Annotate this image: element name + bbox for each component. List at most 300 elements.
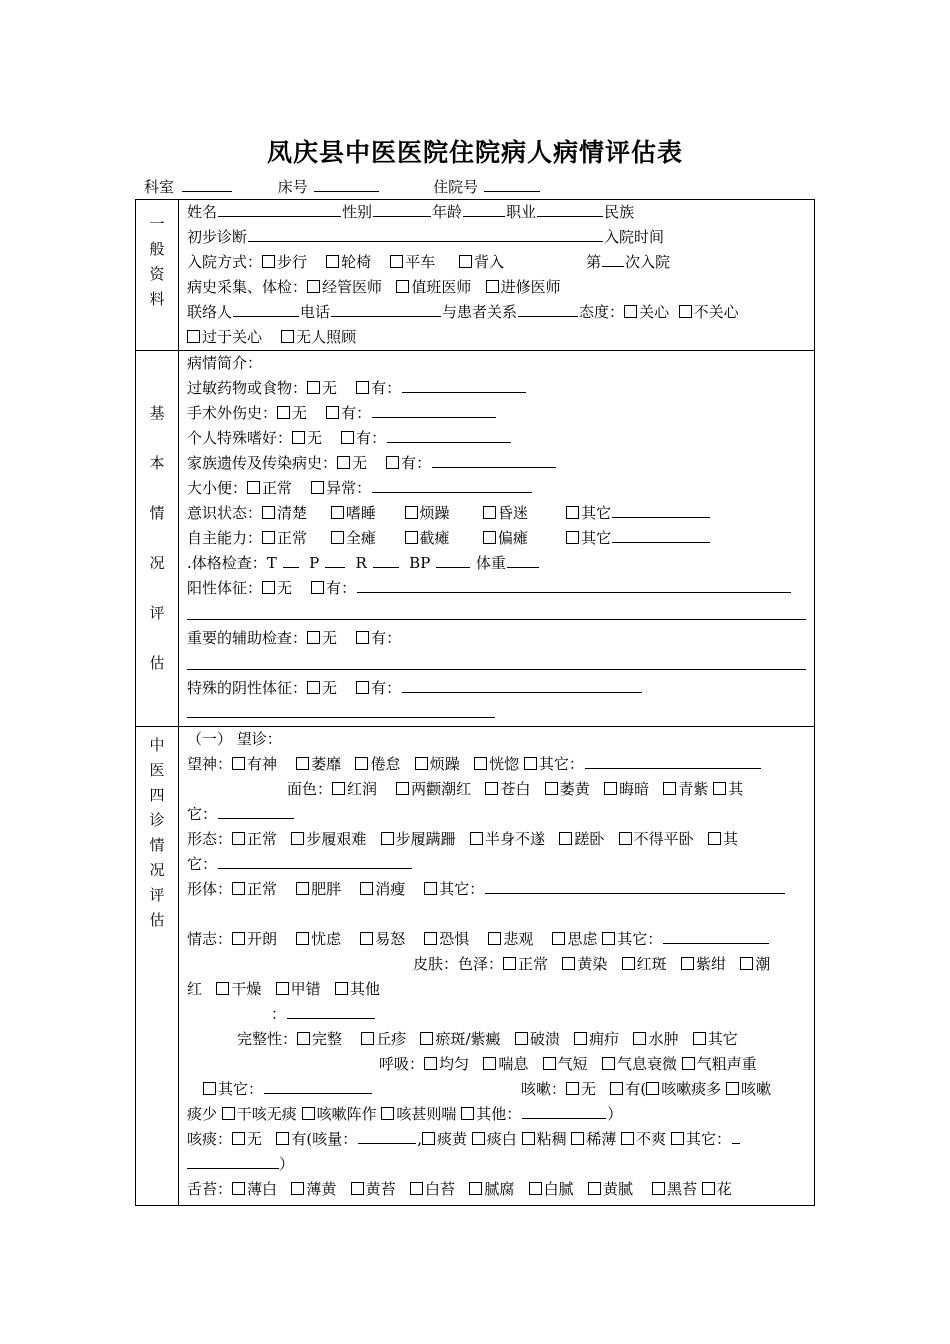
checkbox[interactable]: [222, 1107, 235, 1120]
label-char: 估: [149, 654, 165, 672]
spirit-other-field[interactable]: [585, 752, 761, 769]
checkbox[interactable]: [566, 531, 579, 544]
option-label: 有：: [326, 579, 357, 597]
option-label: 无: [292, 404, 308, 422]
checkbox[interactable]: [386, 456, 399, 469]
option-label: 经管医师: [322, 278, 383, 296]
option-label: 痰少: [187, 1105, 218, 1123]
option-label: 异常：: [326, 479, 372, 497]
job-label: 职业: [506, 203, 537, 221]
dept-field[interactable]: [182, 177, 232, 192]
checkbox[interactable]: [543, 1057, 556, 1070]
positive-signs-row: [187, 576, 806, 601]
checkbox[interactable]: [483, 506, 496, 519]
checkbox[interactable]: [552, 932, 565, 945]
resp-field[interactable]: [373, 551, 399, 568]
checkbox[interactable]: [470, 832, 483, 845]
checkbox[interactable]: [203, 1082, 216, 1095]
option-label: 截瘫: [419, 529, 450, 547]
checkbox[interactable]: [671, 1132, 684, 1145]
body-shape-other-field[interactable]: [485, 877, 785, 894]
option-label: 白腻: [543, 1180, 574, 1198]
checkbox[interactable]: [461, 1107, 474, 1120]
checkbox[interactable]: [619, 832, 632, 845]
option-label: 潮: [755, 955, 771, 973]
option-label: 昏迷: [497, 504, 528, 522]
option-label: 痰白: [486, 1130, 517, 1148]
checkbox[interactable]: [296, 882, 309, 895]
temp-field[interactable]: [283, 551, 299, 568]
surgery-field[interactable]: [372, 401, 496, 418]
job-field[interactable]: [537, 200, 603, 217]
option-label: 黄染: [577, 955, 608, 973]
checkbox[interactable]: [559, 832, 572, 845]
checkbox[interactable]: [351, 1182, 364, 1195]
option-label: 无: [322, 679, 338, 697]
sputum-other-field[interactable]: [732, 1127, 740, 1144]
checkbox[interactable]: [524, 757, 537, 770]
section-basic: [136, 351, 815, 727]
sputum-other-field-cont[interactable]: [187, 1152, 279, 1169]
option-label: 无: [322, 629, 338, 647]
checkbox[interactable]: [621, 1132, 634, 1145]
self-care-label: 自主能力：: [187, 529, 263, 547]
checkbox[interactable]: [232, 832, 245, 845]
excretion-row: [187, 476, 806, 501]
option-label: 苍白: [500, 780, 531, 798]
checkbox[interactable]: [296, 757, 309, 770]
contact-label: 联络人: [187, 303, 233, 321]
age-label: 年龄: [432, 203, 463, 221]
option-label: 烦躁: [429, 755, 460, 773]
family-label: 家族遗传及传染病史：: [187, 454, 338, 472]
checkbox[interactable]: [307, 681, 320, 694]
checkbox[interactable]: [381, 1107, 394, 1120]
positive-signs-field[interactable]: [357, 576, 791, 593]
checkbox[interactable]: [356, 681, 369, 694]
option-label: 甲错: [290, 980, 321, 998]
self-care-row: [187, 526, 806, 551]
option-label: 进修医师: [500, 278, 561, 296]
contact-field[interactable]: [233, 300, 299, 317]
skin-label: 皮肤：色泽：: [413, 955, 504, 973]
checkbox[interactable]: [232, 1182, 245, 1195]
checkbox[interactable]: [622, 957, 635, 970]
skin-other-row: [187, 1002, 806, 1027]
admission-mode-label: 入院方式：: [187, 253, 263, 271]
checkbox[interactable]: [624, 305, 637, 318]
checkbox[interactable]: [281, 330, 294, 343]
sputum-amount-field[interactable]: [358, 1127, 416, 1144]
option-label: 黑苔: [667, 1180, 698, 1198]
option-label: 气息衰微: [617, 1055, 678, 1073]
label-char: 资: [149, 265, 165, 283]
option-label: 咳嗽: [741, 1080, 772, 1098]
spacer: [187, 902, 806, 927]
option-label: 红斑: [636, 955, 667, 973]
checkbox[interactable]: [485, 782, 498, 795]
option-label: 无人照顾: [296, 328, 357, 346]
checkbox[interactable]: [545, 782, 558, 795]
option-label: 无: [277, 579, 293, 597]
checkbox[interactable]: [415, 757, 428, 770]
checkbox[interactable]: [488, 932, 501, 945]
option-label: 平车: [405, 253, 436, 271]
checkbox[interactable]: [390, 255, 403, 268]
history-collector-row: [187, 275, 806, 300]
skin-other-field[interactable]: [287, 1002, 375, 1019]
checkbox[interactable]: [276, 1132, 289, 1145]
label-char: 基: [149, 404, 165, 422]
checkbox[interactable]: [277, 406, 290, 419]
checkbox[interactable]: [562, 957, 575, 970]
checkbox[interactable]: [708, 832, 721, 845]
option-label: 思虑: [567, 930, 598, 948]
checkbox[interactable]: [405, 531, 418, 544]
label-char: 评: [149, 604, 165, 622]
integrity-row: [187, 1027, 806, 1052]
negative-signs-row: [187, 676, 806, 701]
label-char: 估: [149, 911, 165, 929]
option-label: 其它：: [439, 880, 485, 898]
resp-label: R: [355, 554, 367, 572]
checkbox[interactable]: [291, 1182, 304, 1195]
posture-label: 形态：: [187, 830, 233, 848]
option-label: 恐惧: [439, 930, 470, 948]
checkbox[interactable]: [682, 1057, 695, 1070]
option-label: 有：: [401, 454, 432, 472]
excretion-label: 大小便：: [187, 479, 248, 497]
checkbox[interactable]: [262, 255, 275, 268]
admission-count-field[interactable]: [602, 250, 624, 267]
phone-field[interactable]: [331, 300, 441, 317]
checkbox[interactable]: [588, 1182, 601, 1195]
excretion-field[interactable]: [372, 476, 532, 493]
checkbox[interactable]: [216, 982, 229, 995]
section-general-body: [179, 200, 815, 351]
page-title: 凤庆县中医医院住院病人病情评估表: [266, 138, 683, 167]
option-label: ）: [279, 1155, 295, 1173]
checkbox[interactable]: [232, 932, 245, 945]
option-label: 无: [581, 1080, 597, 1098]
posture-other-field[interactable]: [218, 852, 412, 869]
checkbox[interactable]: [302, 1107, 315, 1120]
pulse-field[interactable]: [325, 551, 345, 568]
habit-row: [187, 426, 806, 451]
option-label: 晦暗: [619, 780, 650, 798]
diagnosis-field[interactable]: [248, 225, 603, 242]
checkbox[interactable]: [610, 1082, 623, 1095]
checkbox[interactable]: [679, 305, 692, 318]
habit-label: 个人特殊嗜好：: [187, 429, 293, 447]
option-label: 气短: [557, 1055, 588, 1073]
checkbox[interactable]: [381, 832, 394, 845]
age-field[interactable]: [463, 200, 505, 217]
option-label: 有(: [625, 1080, 647, 1098]
checkbox[interactable]: [566, 1082, 579, 1095]
option-label: 背入: [474, 253, 505, 271]
checkbox[interactable]: [633, 1032, 646, 1045]
label-char: 中: [149, 736, 165, 754]
option-label: 全瘫: [345, 529, 376, 547]
physical-exam-row: [187, 551, 806, 576]
admission-mode-row: [187, 250, 806, 275]
checkbox[interactable]: [360, 882, 373, 895]
checkbox[interactable]: [469, 1182, 482, 1195]
option-label: 干燥: [231, 980, 262, 998]
checkbox[interactable]: [276, 982, 289, 995]
diagnosis-row: [187, 225, 806, 250]
option-label: 其它：: [617, 930, 663, 948]
option-label: 正常: [262, 479, 293, 497]
checkbox[interactable]: [331, 531, 344, 544]
option-label: 消瘦: [375, 880, 406, 898]
option-label: 易怒: [375, 930, 406, 948]
checkbox[interactable]: [326, 255, 339, 268]
checkbox[interactable]: [396, 782, 409, 795]
option-label: 不得平卧: [633, 830, 694, 848]
checkbox[interactable]: [292, 431, 305, 444]
bed-label: 床号: [277, 178, 308, 196]
option-label: 忧虑: [311, 930, 342, 948]
checkbox[interactable]: [483, 531, 496, 544]
checkbox[interactable]: [311, 581, 324, 594]
habit-field[interactable]: [387, 426, 511, 443]
checkbox[interactable]: [232, 1132, 245, 1145]
pulse-label: P: [309, 554, 320, 572]
tongue-coating-row: [187, 1177, 806, 1202]
bed-field[interactable]: [314, 177, 379, 192]
option-label: 无: [307, 429, 323, 447]
option-label: 破溃: [529, 1030, 560, 1048]
checkbox[interactable]: [356, 381, 369, 394]
label-char: 四: [149, 786, 165, 804]
checkbox[interactable]: [326, 406, 339, 419]
checkbox[interactable]: [247, 481, 260, 494]
phone-label: 电话: [300, 303, 331, 321]
option-label: 咳嗽阵作: [316, 1105, 377, 1123]
option-label: 有：: [356, 429, 387, 447]
checkbox[interactable]: [604, 782, 617, 795]
checkbox[interactable]: [574, 1032, 587, 1045]
family-row: [187, 451, 806, 476]
evaluation-table: [135, 199, 815, 1206]
option-label: 有神: [247, 755, 278, 773]
option-label: 干咳无痰: [236, 1105, 297, 1123]
label-char: 般: [149, 240, 165, 258]
option-label: 半身不遂: [485, 830, 546, 848]
option-label: 喘息: [498, 1055, 529, 1073]
ethnic-label: 民族: [604, 203, 635, 221]
checkbox[interactable]: [472, 1132, 485, 1145]
checkbox[interactable]: [602, 1057, 615, 1070]
checkbox[interactable]: [424, 882, 437, 895]
option-label: 其: [722, 830, 738, 848]
label-char: 料: [149, 290, 165, 308]
attitude-cont-row: [187, 325, 806, 350]
name-label: 姓名: [187, 203, 218, 221]
allergy-label: 过敏药物或食物：: [187, 379, 308, 397]
checkbox[interactable]: [571, 1132, 584, 1145]
name-field[interactable]: [218, 200, 341, 217]
option-label: 有：: [371, 679, 402, 697]
option-label: 其他: [349, 980, 380, 998]
checkbox[interactable]: [307, 381, 320, 394]
bp-field[interactable]: [436, 551, 470, 568]
section-tcm: [136, 727, 815, 1206]
checkbox[interactable]: [566, 506, 579, 519]
family-field[interactable]: [432, 451, 556, 468]
option-label: 咳嗽痰多: [661, 1080, 722, 1098]
integrity-label: 完整性：: [237, 1030, 298, 1048]
consciousness-other-field[interactable]: [612, 501, 710, 518]
sputum-cont-row: [187, 1152, 806, 1177]
option-label: 恍惚: [489, 755, 520, 773]
checkbox[interactable]: [335, 982, 348, 995]
option-label: 有：: [341, 404, 372, 422]
label-char: 况: [149, 861, 165, 879]
option-label: 悲观: [503, 930, 534, 948]
sex-label: 性别: [342, 203, 373, 221]
weight-label: 体重: [475, 554, 506, 572]
checkbox[interactable]: [291, 832, 304, 845]
relation-field[interactable]: [518, 300, 578, 317]
option-label: 不爽: [636, 1130, 667, 1148]
emotion-other-field[interactable]: [663, 927, 769, 944]
checkbox[interactable]: [356, 631, 369, 644]
complexion-other-field[interactable]: [218, 802, 294, 819]
checkbox[interactable]: [361, 1032, 374, 1045]
option-label: 瘀斑/紫癜: [435, 1030, 501, 1048]
checkbox[interactable]: [332, 782, 345, 795]
body-shape-label: 形体：: [187, 880, 233, 898]
checkbox[interactable]: [459, 255, 472, 268]
checkbox[interactable]: [486, 280, 499, 293]
option-label: 开朗: [247, 930, 278, 948]
checkbox[interactable]: [341, 431, 354, 444]
blank-line[interactable]: [187, 651, 806, 676]
option-label: 腻腐: [484, 1180, 515, 1198]
consciousness-label: 意识状态：: [187, 504, 263, 522]
checkbox[interactable]: [262, 531, 275, 544]
checkbox[interactable]: [420, 1032, 433, 1045]
option-label: 正常: [277, 529, 308, 547]
option-label: 步履艰难: [306, 830, 367, 848]
skin-cont-row: [187, 977, 806, 1002]
checkbox[interactable]: [602, 932, 615, 945]
emotion-label: 情志：: [187, 930, 233, 948]
checkbox[interactable]: [331, 506, 344, 519]
checkbox[interactable]: [311, 481, 324, 494]
checkbox[interactable]: [503, 957, 516, 970]
weight-field[interactable]: [507, 551, 539, 568]
option-label: ,: [417, 1130, 422, 1148]
checkbox[interactable]: [424, 932, 437, 945]
checkbox[interactable]: [522, 1132, 535, 1145]
checkbox[interactable]: [410, 1182, 423, 1195]
checkbox[interactable]: [232, 757, 245, 770]
checkbox[interactable]: [474, 757, 487, 770]
attitude-label: 态度：: [579, 303, 625, 321]
checkbox[interactable]: [296, 932, 309, 945]
checkbox[interactable]: [740, 957, 753, 970]
section-basic-body: [179, 351, 815, 727]
option-label: ：: [271, 1005, 287, 1023]
admission-count-label: 第: [586, 253, 602, 271]
checkbox[interactable]: [262, 581, 275, 594]
checkbox[interactable]: [232, 882, 245, 895]
checkbox[interactable]: [515, 1032, 528, 1045]
checkbox[interactable]: [422, 1132, 435, 1145]
admission-time-label: 入院时间: [604, 228, 665, 246]
breath-other-field[interactable]: [264, 1077, 372, 1094]
checkbox[interactable]: [355, 757, 368, 770]
option-label: 正常: [247, 880, 278, 898]
checkbox[interactable]: [483, 1057, 496, 1070]
negative-signs-field[interactable]: [402, 676, 642, 693]
checkbox[interactable]: [262, 506, 275, 519]
option-label: 其它: [707, 1030, 738, 1048]
contact-row: [187, 300, 806, 325]
cough-label: 咳嗽：: [521, 1080, 567, 1098]
breath-row: [187, 1052, 806, 1077]
option-label: 它：: [187, 855, 218, 873]
option-label: 其它: [581, 529, 612, 547]
label-char: 况: [149, 554, 165, 572]
checkbox[interactable]: [396, 280, 409, 293]
option-label: 无: [322, 379, 338, 397]
checkbox[interactable]: [693, 1032, 706, 1045]
checkbox[interactable]: [681, 957, 694, 970]
checkbox[interactable]: [663, 782, 676, 795]
checkbox[interactable]: [360, 932, 373, 945]
allergy-field[interactable]: [402, 376, 526, 393]
checkbox[interactable]: [307, 631, 320, 644]
label-char: 情: [149, 836, 165, 854]
checkbox[interactable]: [424, 1057, 437, 1070]
breath-cont-row: [187, 1077, 806, 1102]
checkbox[interactable]: [529, 1182, 542, 1195]
self-care-other-field[interactable]: [612, 526, 710, 543]
checkbox[interactable]: [307, 280, 320, 293]
admission-no-field[interactable]: [484, 177, 540, 192]
option-label: 花: [716, 1180, 732, 1198]
checkbox[interactable]: [652, 1182, 665, 1195]
checkbox[interactable]: [726, 1082, 739, 1095]
body-shape-row: [187, 877, 806, 902]
checkbox[interactable]: [405, 506, 418, 519]
complexion-row: [187, 777, 806, 802]
option-label: 值班医师: [411, 278, 472, 296]
option-label: 红: [187, 980, 203, 998]
history-collector-label: 病史采集、体检：: [187, 278, 308, 296]
sputum-label: 咳痰：: [187, 1130, 233, 1148]
blank-line[interactable]: [187, 701, 806, 726]
sex-field[interactable]: [373, 200, 431, 217]
breath-label: 呼吸：: [379, 1055, 425, 1073]
checkbox[interactable]: [646, 1082, 659, 1095]
option-label: 萎黄: [559, 780, 590, 798]
checkbox[interactable]: [297, 1032, 310, 1045]
checkbox[interactable]: [337, 456, 350, 469]
cough-other-field[interactable]: [522, 1102, 606, 1119]
checkbox[interactable]: [702, 1182, 715, 1195]
blank-line[interactable]: [187, 601, 806, 626]
checkbox[interactable]: [713, 782, 726, 795]
option-label: 清楚: [277, 504, 308, 522]
checkbox[interactable]: [187, 330, 200, 343]
consciousness-row: [187, 501, 806, 526]
